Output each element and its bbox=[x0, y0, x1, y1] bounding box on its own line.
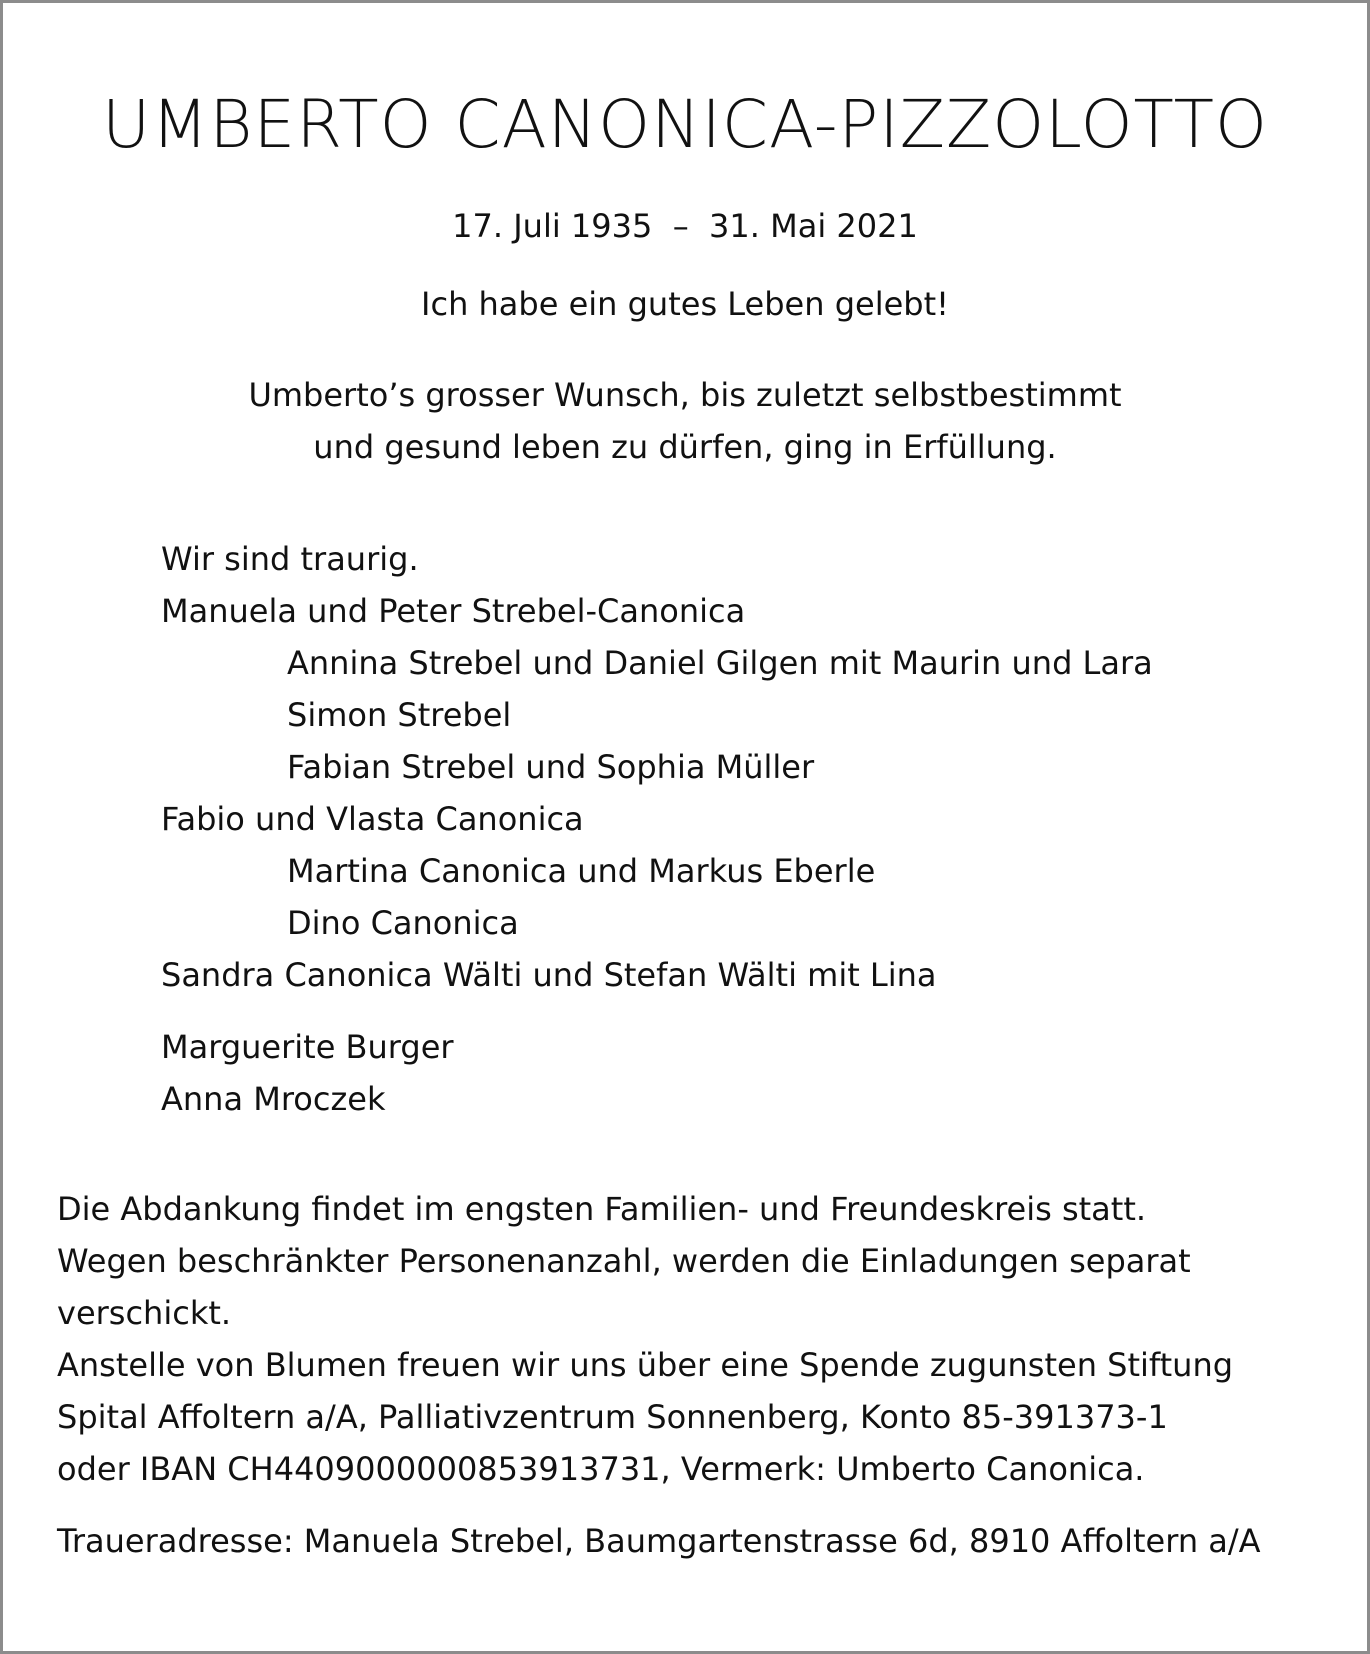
mourner-line: Fabian Strebel und Sophia Müller bbox=[287, 748, 815, 786]
closing-line: oder IBAN CH4409000000853913731, Vermerk: Umberto Canonica. bbox=[57, 1450, 1145, 1488]
service-information bbox=[57, 1183, 1233, 1495]
motto: Ich habe ein gutes Leben gelebt! bbox=[421, 285, 949, 323]
mourner-line: Anna Mroczek bbox=[161, 1080, 386, 1118]
deceased-name: UMBERTO CANONICA-PIZZOLOTTO bbox=[102, 86, 1268, 163]
mourning-address: Traueradresse: Manuela Strebel, Baumgartenstrasse 6d, 8910 Affoltern a/A bbox=[57, 1522, 1261, 1560]
mourner-line: Manuela und Peter Strebel-Canonica bbox=[161, 592, 746, 630]
closing-line: Die Abdankung findet im engsten Familien- und Freundeskreis statt. bbox=[57, 1190, 1147, 1228]
mourner-line: Fabio und Vlasta Canonica bbox=[161, 800, 584, 838]
mourner-line: Martina Canonica und Markus Eberle bbox=[287, 852, 876, 890]
closing-line: Spital Affoltern a/A, Palliativzentrum Sonnenberg, Konto 85-391373-1 bbox=[57, 1398, 1168, 1436]
wish-line: und gesund leben zu dürfen, ging in Erfüllung. bbox=[313, 428, 1057, 466]
closing-line: verschickt. bbox=[57, 1294, 232, 1332]
mourner-line: Simon Strebel bbox=[287, 696, 512, 734]
wish-line: Umberto’s grosser Wunsch, bis zuletzt selbstbestimmt bbox=[248, 376, 1122, 414]
mourner-line: Wir sind traurig. bbox=[161, 540, 419, 578]
mourner-line: Annina Strebel und Daniel Gilgen mit Maurin und Lara bbox=[287, 644, 1153, 682]
closing-line: Wegen beschränkter Personenanzahl, werden die Einladungen separat bbox=[57, 1242, 1191, 1280]
mourner-line: Dino Canonica bbox=[287, 904, 519, 942]
mourners-list bbox=[161, 533, 1153, 1001]
other-mourners bbox=[161, 1021, 454, 1125]
life-dates: 17. Juli 1935 – 31. Mai 2021 bbox=[452, 207, 918, 245]
mourner-line: Sandra Canonica Wälti und Stefan Wälti mit Lina bbox=[161, 956, 937, 994]
mourner-line: Marguerite Burger bbox=[161, 1028, 454, 1066]
wish-text bbox=[3, 369, 1367, 473]
closing-line: Anstelle von Blumen freuen wir uns über eine Spende zugunsten Stiftung bbox=[57, 1346, 1234, 1384]
